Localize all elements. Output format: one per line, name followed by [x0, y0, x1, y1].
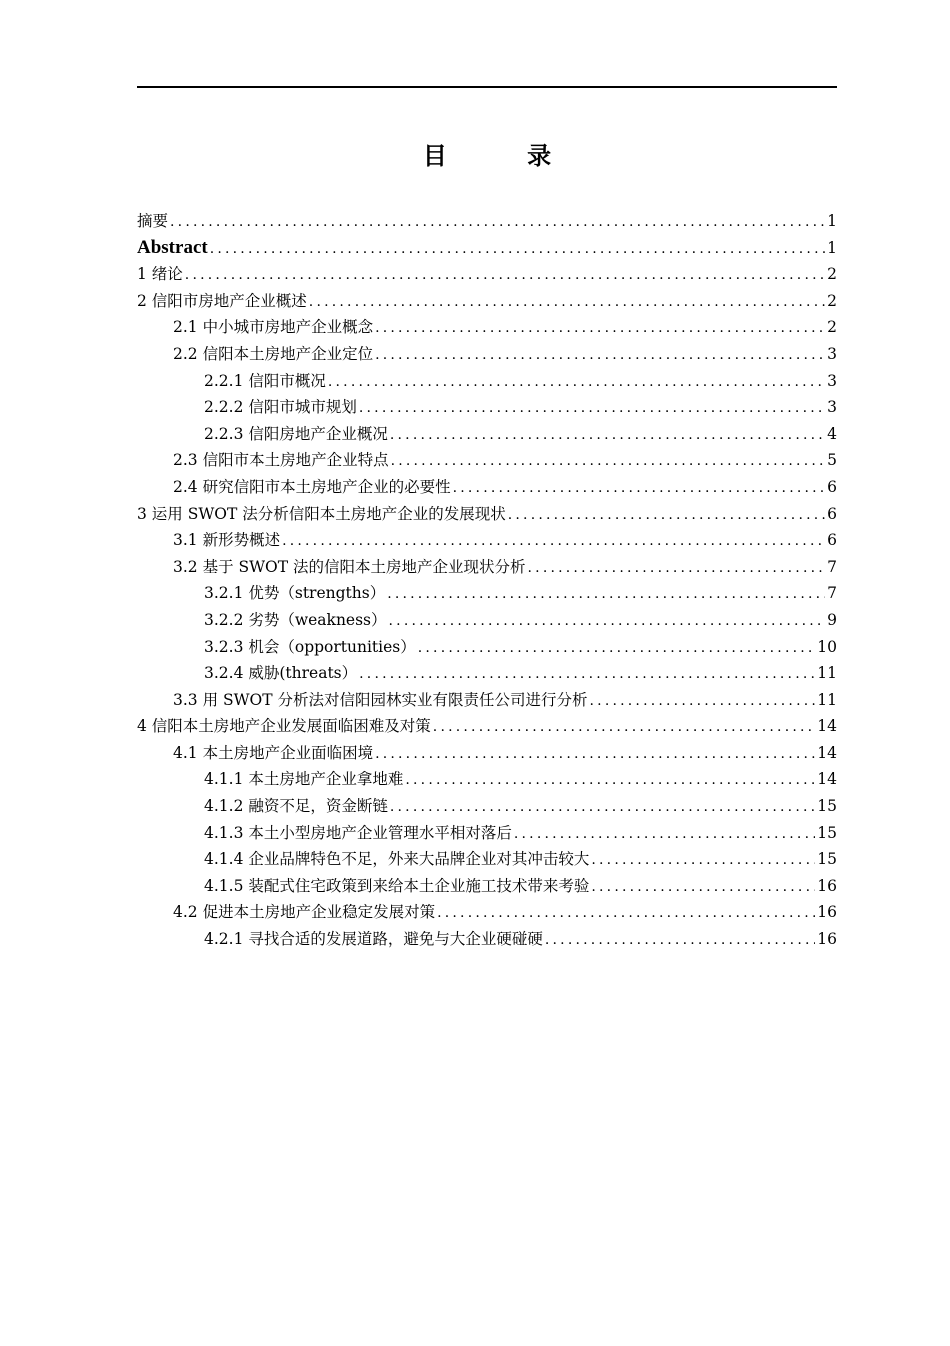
toc-entry-page-number: 14 [817, 717, 837, 736]
toc-entry-page-number: 11 [817, 664, 837, 683]
toc-entry-label: 4.1.2 融资不足，资金断链 [204, 797, 388, 816]
toc-entry[interactable] [137, 793, 837, 820]
toc-entry-page-number: 10 [817, 637, 837, 656]
toc-entry-label: 4.1.1 本土房地产企业拿地难 [204, 770, 404, 789]
toc-leader-dots [390, 794, 815, 820]
toc-entry-page-number: 9 [827, 610, 837, 629]
toc-leader-dots [282, 528, 825, 554]
toc-entry[interactable] [137, 447, 837, 474]
toc-entry-page-number: 11 [817, 690, 837, 709]
toc-entry[interactable] [137, 527, 837, 554]
toc-leader-dots [437, 900, 815, 926]
toc-entry-label: 2.2.1 信阳市概况 [204, 371, 326, 390]
toc-entry[interactable] [137, 421, 837, 448]
toc-leader-dots [389, 608, 826, 634]
toc-entry-label: 3.1 新形势概述 [173, 531, 281, 550]
toc-leader-dots [590, 688, 816, 714]
toc-entry-page-number: 6 [827, 477, 837, 496]
toc-entry-label: 摘要 [137, 212, 169, 230]
toc-entry-label: 2.2.3 信阳房地产企业概况 [204, 424, 388, 443]
toc-entry-page-number: 16 [817, 930, 837, 949]
toc-leader-dots [405, 767, 815, 793]
toc-entry-label: 4.1.4 企业品牌特色不足，外来大品牌企业对其冲击较大 [204, 850, 590, 869]
toc-entry[interactable] [137, 235, 837, 262]
toc-leader-dots [210, 236, 825, 262]
toc-entry-page-number: 14 [817, 743, 837, 762]
toc-entry-label: 2 信阳市房地产企业概述 [137, 291, 307, 310]
toc-entry-label: 1 绪论 [137, 265, 183, 284]
toc-entry-page-number: 15 [817, 823, 837, 842]
toc-entry-page-number: 2 [827, 318, 837, 337]
toc-entry-page-number: 1 [827, 212, 837, 230]
table-of-contents [137, 208, 837, 953]
toc-leader-dots [514, 821, 815, 847]
toc-entry-label: 4.2 促进本土房地产企业稳定发展对策 [173, 903, 436, 922]
toc-entry-page-number: 5 [827, 451, 837, 470]
toc-leader-dots [545, 927, 815, 953]
toc-entry-label: 3.2.3 机会（opportunities） [204, 637, 416, 656]
toc-leader-dots [528, 555, 826, 581]
toc-entry-page-number: 16 [817, 903, 837, 922]
toc-entry[interactable] [137, 846, 837, 873]
toc-entry-page-number: 2 [827, 265, 837, 284]
toc-leader-dots [387, 581, 825, 607]
toc-entry-label: 3 运用 SWOT 法分析信阳本土房地产企业的发展现状 [137, 504, 506, 523]
toc-entry-page-number: 2 [827, 291, 837, 310]
toc-entry-label: 3.2.2 劣势（weakness） [204, 610, 387, 629]
toc-entry[interactable] [137, 580, 837, 607]
toc-entry-label: 2.3 信阳市本土房地产企业特点 [173, 451, 389, 470]
toc-entry[interactable] [137, 820, 837, 847]
toc-entry-label: 2.1 中小城市房地产企业概念 [173, 318, 374, 337]
toc-leader-dots [359, 661, 815, 687]
toc-entry-label: 2.2.2 信阳市城市规划 [204, 398, 357, 417]
toc-entry-label: 4.1 本土房地产企业面临困境 [173, 743, 374, 762]
toc-leader-dots [391, 448, 826, 474]
toc-leader-dots [390, 422, 825, 448]
toc-entry-page-number: 7 [827, 557, 837, 576]
toc-leader-dots [375, 741, 815, 767]
toc-leader-dots [375, 315, 825, 341]
toc-entry[interactable] [137, 634, 837, 661]
toc-leader-dots [170, 209, 825, 235]
toc-entry-page-number: 16 [817, 876, 837, 895]
toc-leader-dots [453, 475, 826, 501]
toc-entry[interactable] [137, 554, 837, 581]
toc-entry[interactable] [137, 687, 837, 714]
toc-entry-label: 4.1.5 装配式住宅政策到来给本土企业施工技术带来考验 [204, 876, 590, 895]
toc-entry-page-number: 6 [827, 531, 837, 550]
toc-entry[interactable] [137, 288, 837, 315]
toc-entry[interactable] [137, 766, 837, 793]
toc-leader-dots [508, 502, 825, 528]
toc-entry[interactable] [137, 474, 837, 501]
toc-entry[interactable] [137, 740, 837, 767]
toc-leader-dots [591, 847, 815, 873]
toc-entry[interactable] [137, 873, 837, 900]
toc-entry-label: 3.2.1 优势（strengths） [204, 584, 386, 603]
toc-entry[interactable] [137, 208, 837, 235]
toc-entry-label: 4.2.1 寻找合适的发展道路，避免与大企业硬碰硬 [204, 930, 543, 949]
toc-entry-page-number: 6 [827, 504, 837, 523]
toc-entry-page-number: 7 [827, 584, 837, 603]
toc-entry[interactable] [137, 607, 837, 634]
toc-leader-dots [375, 342, 825, 368]
toc-entry-label: 2.4 研究信阳市本土房地产企业的必要性 [173, 477, 451, 496]
toc-entry[interactable] [137, 660, 837, 687]
toc-entry-page-number: 4 [827, 424, 837, 443]
toc-leader-dots [185, 262, 825, 288]
toc-entry[interactable] [137, 314, 837, 341]
toc-entry[interactable] [137, 501, 837, 528]
toc-entry-page-number: 15 [817, 797, 837, 816]
toc-leader-dots [418, 635, 816, 661]
toc-entry[interactable] [137, 926, 837, 953]
toc-entry-label: 3.2.4 威胁(threats） [204, 664, 358, 683]
toc-entry-label: 2.2 信阳本土房地产企业定位 [173, 344, 374, 363]
toc-entry[interactable] [137, 368, 837, 395]
toc-leader-dots [433, 714, 815, 740]
toc-entry-page-number: 3 [827, 371, 837, 390]
toc-entry[interactable] [137, 899, 837, 926]
toc-entry-label: Abstract [137, 236, 208, 258]
toc-entry-page-number: 15 [817, 850, 837, 869]
toc-entry[interactable] [137, 713, 837, 740]
toc-entry-label: 4.1.3 本土小型房地产企业管理水平相对落后 [204, 823, 512, 842]
toc-title: 目 录 [422, 142, 588, 170]
toc-leader-dots [359, 395, 825, 421]
toc-leader-dots [309, 289, 825, 315]
toc-entry-page-number: 1 [827, 238, 837, 257]
toc-entry-label: 4 信阳本土房地产企业发展面临困难及对策 [137, 717, 431, 736]
toc-entry-page-number: 3 [827, 398, 837, 417]
toc-entry[interactable] [137, 394, 837, 421]
toc-entry-label: 3.2 基于 SWOT 法的信阳本土房地产企业现状分析 [173, 557, 526, 576]
toc-entry[interactable] [137, 261, 837, 288]
toc-entry-page-number: 14 [817, 770, 837, 789]
toc-entry-page-number: 3 [827, 344, 837, 363]
header-rule [137, 86, 837, 88]
toc-entry-label: 3.3 用 SWOT 分析法对信阳园林实业有限责任公司进行分析 [173, 690, 588, 709]
toc-leader-dots [328, 369, 825, 395]
toc-leader-dots [591, 874, 815, 900]
toc-entry[interactable] [137, 341, 837, 368]
